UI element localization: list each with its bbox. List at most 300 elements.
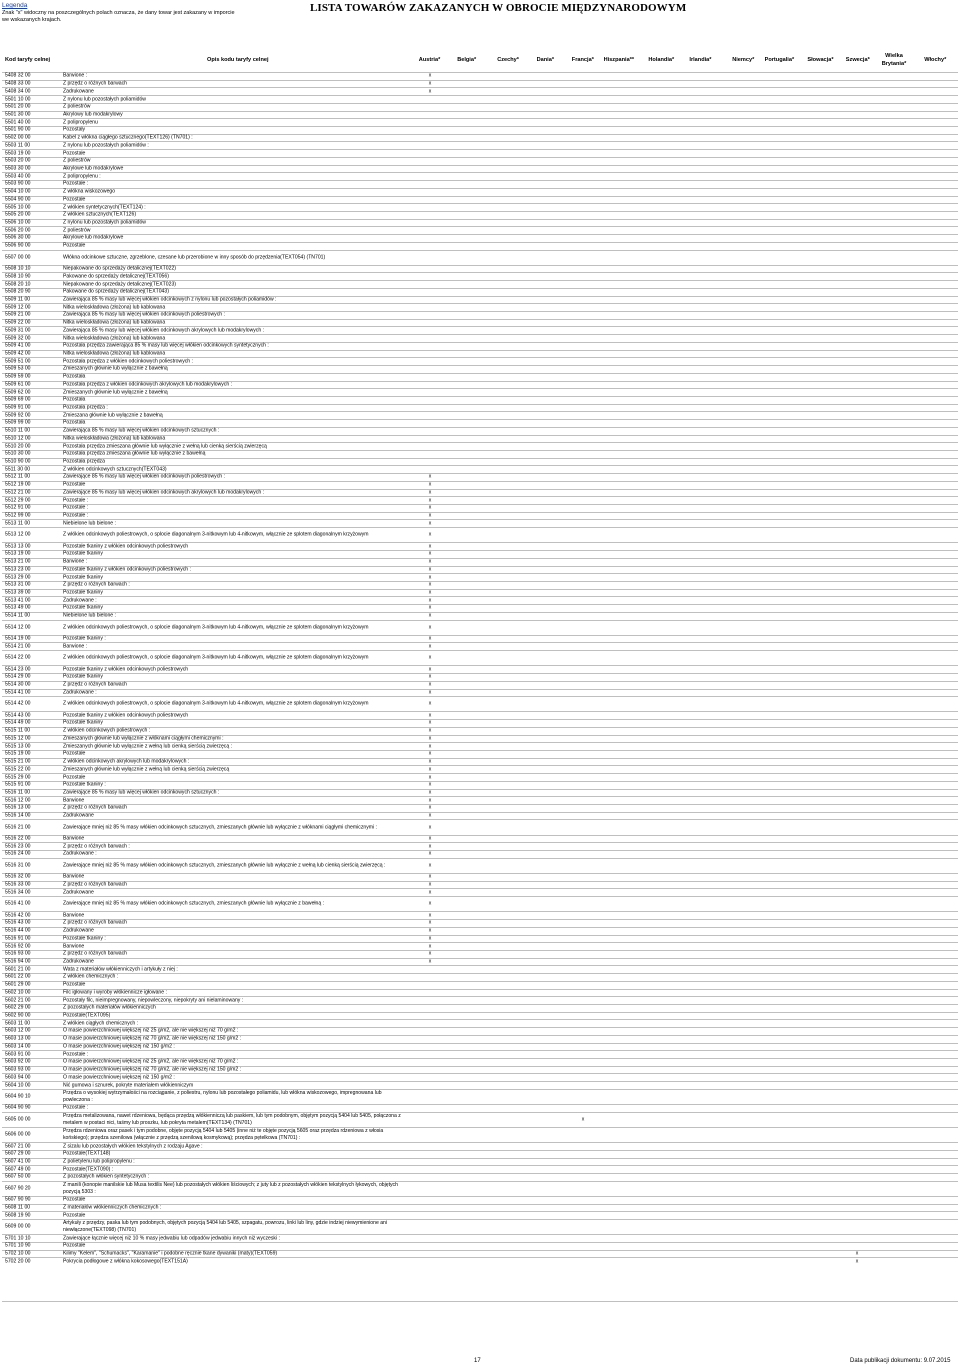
- table-row: [2, 111, 958, 119]
- tariff-description: Zadrukowane: [63, 812, 94, 819]
- tariff-code: 5603 14 00: [5, 1043, 31, 1050]
- header-country: Szwecja*: [845, 57, 870, 63]
- table-row: [2, 981, 958, 989]
- tariff-description: Z włókien odcinkowych poliestrowych, o splocie diagonalnym 3-nitkowym lub 4-nitkowym, włącznie ze splotem diagonalnym krzyżowym: [63, 700, 369, 707]
- table-row: [2, 134, 958, 142]
- tariff-description: Z materiałów włókienniczych chemicznych :: [63, 1204, 162, 1211]
- table-row: [2, 942, 958, 950]
- table-row: [2, 519, 958, 527]
- tariff-description: Nitka wieloskładowa (złożona) lub kablowana: [63, 335, 166, 342]
- tariff-code: 5515 13 00: [5, 743, 31, 750]
- prohibited-mark: x: [428, 643, 432, 650]
- prohibited-mark: x: [428, 497, 432, 504]
- tariff-description: Z przędz o różnych barwach: [63, 919, 127, 926]
- tariff-code: 5514 22 00: [5, 654, 31, 661]
- tariff-code: 5509 53 00: [5, 365, 31, 372]
- tariff-code: 5512 91 00: [5, 504, 31, 511]
- prohibited-mark: x: [428, 712, 432, 719]
- tariff-code: 5607 90 20: [5, 1185, 31, 1192]
- table-row: [2, 504, 958, 512]
- tariff-description: Pozostałe :: [63, 497, 89, 504]
- table-row: [2, 435, 958, 443]
- tariff-description: Niepakowane do sprzedaży detalicznej(TEXT023): [63, 281, 176, 288]
- tariff-description: Pozostała przędza z włókien odcinkowych akrylowych lub modakrylowych :: [63, 381, 233, 388]
- tariff-code: 5515 11 00: [5, 727, 31, 734]
- tariff-code: 5516 33 00: [5, 881, 31, 888]
- header-desc: Opis kodu taryfy celnej: [207, 57, 269, 63]
- tariff-description: O masie powierzchniowej większej niż 25 g/m2, ale nie większej niż 70 g/m2 :: [63, 1028, 239, 1035]
- tariff-description: Pozostała przędza zawierająca 85 % masy lub więcej włókien odcinkowych syntetycznych :: [63, 342, 269, 349]
- tariff-code: 5505 20 00: [5, 211, 31, 218]
- table-row: [2, 311, 958, 319]
- table-row: [2, 612, 958, 620]
- prohibited-mark: x: [428, 766, 432, 773]
- table-row: [2, 280, 958, 288]
- tariff-description: Akrylowy lub modakrylowy: [63, 111, 123, 118]
- table-row: [2, 1012, 958, 1020]
- header-country: Wielka Brytania*: [881, 53, 907, 67]
- tariff-description: Barwione: [63, 912, 85, 919]
- table-row: [2, 303, 958, 311]
- table-row: [2, 126, 958, 134]
- table-row: [2, 1089, 958, 1104]
- tariff-description: Z włókien odcinkowych poliestrowych :: [63, 727, 151, 734]
- prohibited-mark: x: [428, 927, 432, 934]
- tariff-code: 5504 10 00: [5, 188, 31, 195]
- tariff-code: 5503 19 00: [5, 150, 31, 157]
- tariff-description: Przędza metalizowana, nawet rdzeniowa, będąca przędzą włókienniczą lub paskiem, lub tym podobnym, objętym pozycją 5404 lub 5405, połączona z metalem w postaci nici, taśmy lub proszku, lub pokryta metalem(TEXT134) (TN701): [63, 1112, 401, 1126]
- table-row: [2, 566, 958, 574]
- prohibited-mark: x: [428, 881, 432, 888]
- table-row: [2, 496, 958, 504]
- header-country: Belgia*: [457, 57, 477, 63]
- tariff-code: 5602 29 00: [5, 1004, 31, 1011]
- prohibited-mark: x: [428, 781, 432, 788]
- tariff-description: Akrylowe lub modakrylowe: [63, 235, 124, 241]
- prohibited-mark: x: [428, 566, 432, 573]
- tariff-code: 5514 29 00: [5, 673, 31, 680]
- prohibited-mark: x: [428, 789, 432, 796]
- tariff-description: Pozostałe: [63, 774, 86, 781]
- table-row: [2, 272, 958, 280]
- table-row: [2, 165, 958, 173]
- tariff-code: 5513 21 00: [5, 558, 31, 565]
- table-row: [2, 242, 958, 250]
- tariff-code: 5513 49 00: [5, 605, 31, 611]
- table-row: [2, 558, 958, 566]
- tariff-description: Zawierające mniej niż 85 % masy włókien odcinkowych sztucznych, zmieszanych głównie lub wyłącznie z bawełną :: [63, 900, 325, 907]
- tariff-code: 5516 91 00: [5, 935, 31, 942]
- tariff-description: Zmieszanych głównie lub wyłącznie z wełną lub cienką sierścią zwierzęcą: [63, 766, 230, 773]
- table-row: [2, 188, 958, 196]
- table-row: [2, 642, 958, 650]
- table-row: [2, 350, 958, 358]
- table-row: [2, 727, 958, 735]
- table-row: [2, 196, 958, 204]
- tariff-code: 5601 22 00: [5, 974, 31, 980]
- table-row: [2, 226, 958, 234]
- table-row: [2, 773, 958, 781]
- tariff-code: 5509 31 00: [5, 327, 31, 334]
- table-row: [2, 527, 958, 542]
- tariff-description: Pozostałe(TEXT095): [63, 1012, 111, 1019]
- table-row: [2, 935, 958, 943]
- tariff-description: Z włókien odcinkowych sztucznych(TEXT043): [63, 466, 167, 473]
- header-country: Irlandia*: [689, 57, 712, 63]
- table-row: [2, 850, 958, 858]
- tariff-code: 5513 41 00: [5, 597, 31, 604]
- tariff-description: Pozostała przędza zmieszana głównie lub wyłącznie z bawełną: [63, 450, 206, 457]
- table-row: [2, 357, 958, 365]
- prohibited-mark: x: [428, 889, 432, 896]
- prohibited-mark: x: [428, 581, 432, 588]
- prohibited-mark: x: [428, 673, 432, 680]
- table-row: [2, 689, 958, 697]
- table-row: [2, 781, 958, 789]
- prohibited-mark: x: [428, 735, 432, 742]
- tariff-description: Z pozostałych materiałów włókienniczych: [63, 1004, 156, 1011]
- tariff-code: 5514 42 00: [5, 700, 31, 707]
- tariff-code: 5504 90 00: [5, 196, 31, 203]
- table-row: [2, 711, 958, 719]
- tariff-description: Kilimy "Kelem", "Schumacks", "Karamanie" i podobne ręcznie tkane dywaniki (maty)(TEXT059): [63, 1250, 278, 1257]
- tariff-description: Z nylonu lub pozostałych poliamidów: [63, 96, 146, 103]
- tariff-description: Niepakowane do sprzedaży detalicznej(TEXT022): [63, 265, 176, 272]
- table-row: [2, 1173, 958, 1181]
- table-row: [2, 996, 958, 1004]
- table-row: [2, 589, 958, 597]
- tariff-description: Z nylonu lub pozostałych poliamidów :: [63, 142, 149, 149]
- tariff-code: 5514 23 00: [5, 666, 31, 673]
- header-country: Włochy*: [924, 57, 947, 63]
- tariff-code: 5513 31 00: [5, 581, 31, 588]
- prohibited-mark: x: [581, 1116, 585, 1123]
- tariff-description: Z przędz o różnych barwach: [63, 804, 127, 811]
- tariff-description: O masie powierzchniowej większej niż 70 g/m2, ale nie większej niż 150 g/m2 :: [63, 1066, 242, 1073]
- table-row: [2, 573, 958, 581]
- tariff-description: Barwione: [63, 873, 85, 880]
- table-row: [2, 842, 958, 850]
- tariff-code: 5514 21 00: [5, 643, 31, 650]
- tariff-description: Z poliestrów: [63, 157, 91, 164]
- table-row: [2, 596, 958, 604]
- tariff-description: Zadrukowane: [63, 88, 94, 95]
- tariff-code: 5607 29 00: [5, 1150, 31, 1157]
- prohibited-mark: x: [855, 1258, 859, 1265]
- table-row: [2, 835, 958, 843]
- prohibited-mark: x: [428, 481, 432, 488]
- tariff-code: 5512 21 00: [5, 489, 31, 496]
- tariff-code: 5516 34 00: [5, 889, 31, 896]
- tariff-code: 5509 32 00: [5, 335, 31, 342]
- table-row: [2, 1112, 958, 1127]
- tariff-description: Artykuły z przędzy, paska lub tym podobnych, objętych pozycją 5404 lub 5405, szpagatu, powrozu, linki lub liny, gdzie indziej niewymienione ani niewłączone(TEXT098) (TN701): [63, 1220, 388, 1234]
- tariff-code: 5509 92 00: [5, 412, 31, 419]
- table-row: [2, 211, 958, 219]
- tariff-code: 5603 13 00: [5, 1035, 31, 1042]
- tariff-description: Z poliestrów: [63, 227, 91, 234]
- tariff-code: 5702 10 00: [5, 1250, 31, 1257]
- header-country: Czechy*: [497, 57, 519, 63]
- prohibited-mark: x: [428, 950, 432, 957]
- prohibited-mark: x: [428, 774, 432, 781]
- prohibited-mark: x: [428, 824, 432, 831]
- tariff-code: 5510 20 00: [5, 443, 31, 450]
- table-row: [2, 1158, 958, 1166]
- tariff-code: 5408 32 00: [5, 72, 31, 79]
- prohibited-mark: x: [428, 635, 432, 642]
- tariff-description: Pozostała: [63, 373, 86, 380]
- tariff-description: O masie powierzchniowej większej niż 150 g/m2 :: [63, 1074, 175, 1081]
- table-row: [2, 373, 958, 381]
- tariff-description: Zawierająca 85 % masy lub więcej włókien odcinkowych z nylonu lub pozostałych poliamidów :: [63, 296, 277, 303]
- table-row: [2, 1219, 958, 1234]
- table-row: [2, 1050, 958, 1058]
- table-row: [2, 411, 958, 419]
- tariff-code: 5607 49 00: [5, 1166, 31, 1173]
- tariff-code: 5508 20 90: [5, 288, 31, 295]
- tariff-description: Pozostałe: [63, 481, 86, 488]
- tariff-description: Pozostałe :: [63, 1051, 89, 1058]
- table-row: [2, 234, 958, 242]
- tariff-description: Nitka wieloskładowa (złożona) lub kablowana: [63, 350, 166, 357]
- tariff-description: Z polietylenu lub polipropylenu :: [63, 1158, 135, 1165]
- tariff-description: Zmieszanych głównie lub wyłącznie z wełną lub cienką sierścią zwierzęcą :: [63, 743, 233, 750]
- tariff-code: 5509 69 00: [5, 396, 31, 403]
- tariff-description: Nitka wieloskładowa (złożona) lub kablowana: [63, 319, 166, 326]
- tariff-code: 5514 43 00: [5, 712, 31, 719]
- tariff-code: 5513 19 00: [5, 550, 31, 557]
- prohibited-mark: x: [428, 912, 432, 919]
- tariff-description: Włókna odcinkowe sztuczne, zgrzeblone, czesane lub przerobione w inny sposób do przędzenia(TEXT054) (TN701): [63, 254, 326, 261]
- table-row: [2, 1066, 958, 1074]
- tariff-code: 5603 91 00: [5, 1051, 31, 1058]
- table-row: [2, 95, 958, 103]
- prohibited-mark: x: [428, 943, 432, 950]
- tariff-code: 5508 20 10: [5, 281, 31, 288]
- prohibited-mark: x: [428, 862, 432, 869]
- table-row: [2, 1150, 958, 1158]
- table-row: [2, 172, 958, 180]
- table-row: [2, 87, 958, 95]
- tariff-code: 5503 11 00: [5, 142, 31, 149]
- prohibited-mark: x: [428, 700, 432, 707]
- tariff-code: 5603 92 00: [5, 1058, 31, 1065]
- tariff-description: Niebielone lub bielone :: [63, 612, 116, 619]
- prohibited-mark: x: [428, 727, 432, 734]
- table-row: [2, 819, 958, 834]
- header-code: Kod taryfy celnej: [5, 57, 51, 63]
- tariff-code: 5514 30 00: [5, 681, 31, 688]
- tariff-description: Pozostałe tkaniny: [63, 589, 103, 596]
- tariff-code: 5516 12 00: [5, 797, 31, 804]
- tariff-description: Barwione :: [63, 72, 88, 79]
- tariff-code: 5509 51 00: [5, 358, 31, 365]
- tariff-description: Pakowane do sprzedaży detalicznej(TEXT043): [63, 288, 169, 295]
- tariff-description: Pozostała przędza :: [63, 404, 108, 411]
- tariff-description: Zawierające 85 % masy lub więcej włókien odcinkowych sztucznych :: [63, 789, 220, 796]
- tariff-description: Niebielone lub bielone :: [63, 520, 116, 527]
- table-row: [2, 319, 958, 327]
- tariff-code: 5503 40 00: [5, 173, 31, 180]
- tariff-description: Barwione :: [63, 558, 88, 565]
- tariff-code: 5510 30 00: [5, 450, 31, 457]
- tariff-description: Akrylowe lub modakrylowe: [63, 165, 124, 172]
- prohibited-mark: x: [428, 612, 432, 619]
- tariff-code: 5512 19 00: [5, 481, 31, 488]
- tariff-code: 5603 11 00: [5, 1020, 31, 1027]
- tariff-code: 5510 12 00: [5, 435, 31, 442]
- table-row: [2, 789, 958, 797]
- prohibited-mark: x: [428, 512, 432, 519]
- header-country: Portugalia*: [764, 57, 795, 63]
- prohibited-mark: x: [855, 1250, 859, 1257]
- tariff-code: 5515 91 00: [5, 781, 31, 788]
- prohibited-mark: x: [428, 654, 432, 661]
- table-row: [2, 396, 958, 404]
- tariff-code: 5516 13 00: [5, 804, 31, 811]
- tariff-description: Pozostałe tkaniny :: [63, 635, 106, 642]
- header-country: Austria*: [418, 57, 441, 63]
- prohibited-mark: x: [428, 743, 432, 750]
- table-row: [2, 388, 958, 396]
- prohibited-mark: x: [428, 958, 432, 965]
- tariff-description: Pozostałe: [63, 242, 86, 249]
- tariff-code: 5513 13 00: [5, 543, 31, 550]
- tariff-code: 5501 90 00: [5, 126, 31, 133]
- tariff-description: Pozostała: [63, 396, 86, 403]
- tariff-code: 5607 50 00: [5, 1173, 31, 1180]
- table-row: [2, 1019, 958, 1027]
- table-row: [2, 365, 958, 373]
- tariff-description: Barwione: [63, 797, 85, 804]
- table-row: [2, 1127, 958, 1142]
- table-row: [2, 873, 958, 881]
- tariff-description: Pozostałe tkaniny: [63, 605, 103, 611]
- tariff-code: 5604 10 00: [5, 1082, 31, 1089]
- tariff-code: 5514 11 00: [5, 612, 31, 619]
- tariff-code: 5510 90 00: [5, 458, 31, 465]
- tariff-description: Kabel z włókna ciągłego sztucznego(TEXT126) (TN701) :: [63, 134, 193, 141]
- tariff-code: 5503 90 00: [5, 180, 31, 187]
- tariff-code: 5514 12 00: [5, 624, 31, 631]
- table-row: [2, 512, 958, 520]
- table-row: [2, 1027, 958, 1035]
- table-row: [2, 1104, 958, 1112]
- prohibited-mark: x: [428, 758, 432, 765]
- tariff-description: Pozostałe: [63, 196, 86, 203]
- prohibited-mark: x: [428, 589, 432, 596]
- tariff-code: 5506 90 00: [5, 242, 31, 249]
- legend-link[interactable]: Legenda: [2, 2, 28, 9]
- tariff-code: 5506 30 00: [5, 235, 31, 241]
- tariff-description: Z włókien ciągłych chemicznych :: [63, 1020, 139, 1027]
- tariff-description: Zmieszanych głównie lub wyłącznie z włóknami ciągłymi chemicznymi :: [63, 735, 224, 742]
- tariff-description: Zawierające 85 % masy lub więcej włókien odcinkowych akrylowych lub modakrylowych :: [63, 489, 265, 496]
- header-country: Dania*: [536, 57, 555, 63]
- table-row: [2, 450, 958, 458]
- tariff-code: 5509 41 00: [5, 342, 31, 349]
- tariff-code: 5601 21 00: [5, 966, 31, 973]
- tariff-description: Pozostały filc, nieimpregnowany, niepowleczony, niepokryty ani nielaminowany :: [63, 997, 244, 1004]
- prohibited-mark: x: [428, 750, 432, 757]
- tariff-description: Pozostałe: [63, 1196, 86, 1203]
- tariff-code: 5516 23 00: [5, 843, 31, 850]
- tariff-code: 5516 22 00: [5, 835, 31, 842]
- table-row: [2, 950, 958, 958]
- tariff-description: Nitka wieloskładowa (złożona) lub kablowana: [63, 304, 166, 311]
- tariff-description: O masie powierzchniowej większej niż 70 g/m2, ale nie większej niż 150 g/m2 :: [63, 1035, 242, 1042]
- header-country: Holandia*: [648, 57, 675, 63]
- table-row: [2, 735, 958, 743]
- table-row: [2, 442, 958, 450]
- table-row: [2, 149, 958, 157]
- tariff-description: Z przędz o różnych barwach: [63, 881, 127, 888]
- table-row: [2, 1257, 958, 1265]
- prohibited-mark: x: [428, 689, 432, 696]
- tariff-description: Pozostała przędza z włókien odcinkowych poliestrowych :: [63, 358, 193, 365]
- table-row: [2, 118, 958, 126]
- tariff-code: 5604 90 10: [5, 1093, 31, 1100]
- table-row: [2, 72, 958, 80]
- tariff-code: 5503 30 00: [5, 165, 31, 172]
- prohibited-mark: x: [428, 720, 432, 727]
- tariff-description: Z włókien syntetycznych(TEXT124) :: [63, 204, 146, 211]
- table-row: [2, 896, 958, 911]
- prohibited-mark: x: [428, 558, 432, 565]
- prohibited-mark: x: [428, 900, 432, 907]
- tariff-description: Pozostałe: [63, 150, 86, 157]
- tariff-description: Barwione: [63, 835, 85, 842]
- header-country: Francja*: [571, 57, 594, 63]
- tariff-code: 5509 21 00: [5, 311, 31, 318]
- tariff-description: Pozostałe(TEXT090) :: [63, 1166, 114, 1173]
- prohibited-mark: x: [428, 597, 432, 604]
- tariff-code: 5509 11 00: [5, 296, 31, 303]
- tariff-description: Pozostałe: [63, 1212, 86, 1219]
- tariff-code: 5512 11 00: [5, 474, 31, 481]
- tariff-code: 5601 29 00: [5, 981, 31, 988]
- tariff-description: Zmieszanych głównie lub wyłącznie z bawełną: [63, 365, 168, 372]
- tariff-code: 5701 10 90: [5, 1242, 31, 1249]
- tariff-code: 5513 12 00: [5, 531, 31, 538]
- table-row: [2, 1250, 958, 1258]
- prohibited-mark: x: [428, 574, 432, 581]
- table-row: [2, 1058, 958, 1066]
- tariff-code: 5501 20 00: [5, 103, 31, 110]
- prohibited-mark: x: [428, 843, 432, 850]
- tariff-code: 5408 33 00: [5, 80, 31, 87]
- table-row: [2, 157, 958, 165]
- tariff-code: 5509 12 00: [5, 304, 31, 311]
- tariff-code: 5508 10 10: [5, 265, 31, 272]
- legend-line-1: Znak "x" widoczny na poszczególnych polach oznacza, że dany towar jest zakazany w imporcie: [2, 10, 235, 16]
- table-row: [2, 1181, 958, 1196]
- tariff-code: 5506 20 00: [5, 227, 31, 234]
- tariff-code: 5509 59 00: [5, 373, 31, 380]
- tariff-code: 5509 99 00: [5, 420, 31, 426]
- table-row: [2, 758, 958, 766]
- tariff-code: 5507 00 00: [5, 254, 31, 261]
- tariff-description: Zawierająca 85 % masy lub więcej włókien odcinkowych akrylowych lub modakrylowych :: [63, 327, 265, 334]
- tariff-description: Pozostałe tkaniny: [63, 720, 103, 727]
- tariff-description: Pozostałe tkaniny z włókien odcinkowych poliestrowych :: [63, 566, 191, 573]
- tariff-code: 5603 94 00: [5, 1074, 31, 1081]
- tariff-description: Z polipropylenu: [63, 119, 98, 126]
- tariff-description: Pozostałe tkaniny z włókien odcinkowych poliestrowych: [63, 712, 189, 719]
- prohibited-mark: x: [428, 72, 432, 79]
- tariff-code: 5603 93 00: [5, 1066, 31, 1073]
